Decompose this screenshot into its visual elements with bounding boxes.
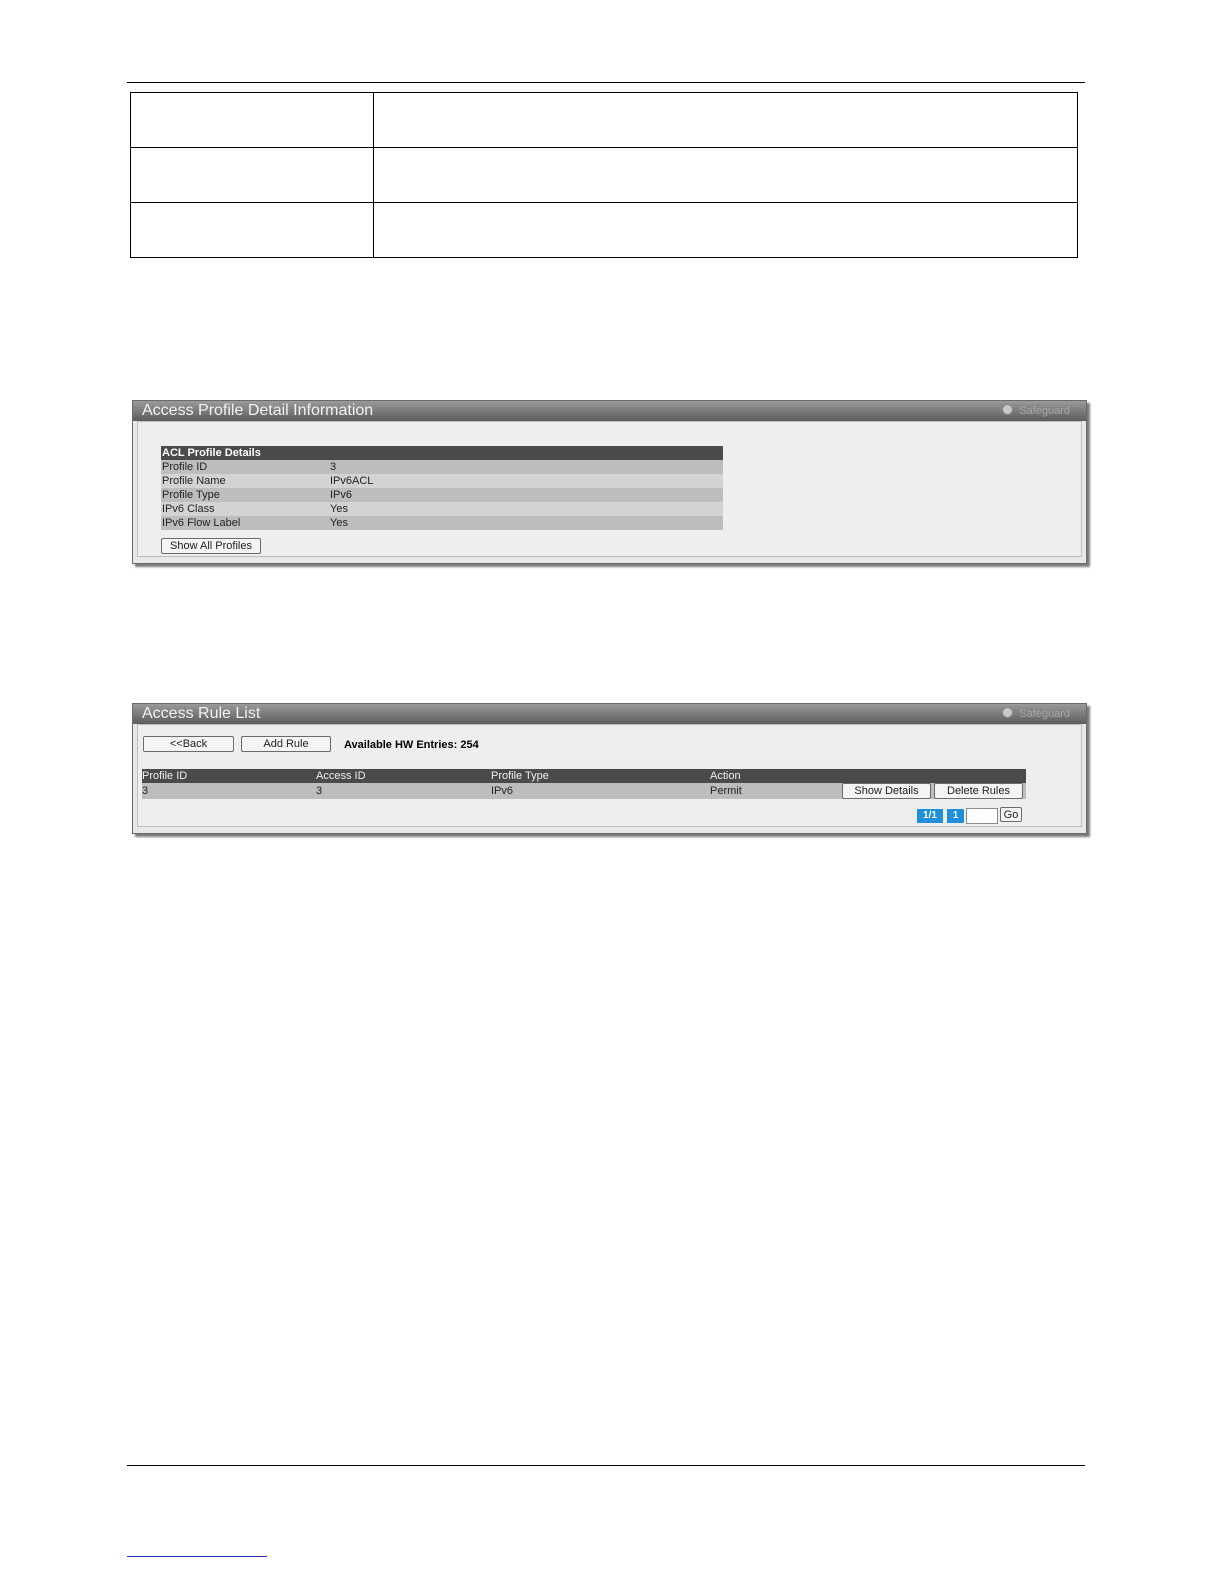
- table-row: [161, 488, 723, 502]
- ipv6-flow-label-label: IPv6 Flow Label: [161, 516, 329, 530]
- profile-name-label: Profile Name: [161, 474, 329, 488]
- panel-body: [137, 421, 1082, 557]
- page-number-input[interactable]: [966, 808, 998, 824]
- ipv6-class-value: Yes: [329, 502, 723, 516]
- acl-table-header: ACL Profile Details: [161, 446, 723, 460]
- footer-link-underline: [127, 1556, 267, 1557]
- show-all-profiles-button[interactable]: Show All Profiles: [161, 538, 261, 554]
- footer-rule: [127, 1465, 1085, 1466]
- ipv6-flow-label-value: Yes: [329, 516, 723, 530]
- table-row: [161, 474, 723, 488]
- page-indicator: 1/1: [917, 809, 943, 823]
- ipv6-class-label: IPv6 Class: [161, 502, 329, 516]
- panel-header: [133, 401, 1086, 421]
- table-cell: [131, 93, 374, 148]
- acl-profile-details-table: [161, 446, 723, 530]
- panel-title: Access Profile Detail Information: [142, 402, 374, 419]
- table-row: [131, 93, 1078, 148]
- back-button[interactable]: <<Back: [143, 736, 234, 752]
- table-row: [161, 516, 723, 530]
- profile-type-cell: IPv6: [491, 783, 710, 799]
- access-profile-detail-panel: [132, 400, 1087, 564]
- panel-title: Access Rule List: [142, 705, 261, 722]
- table-cell: [374, 148, 1078, 203]
- column-header: Profile ID: [142, 769, 316, 783]
- go-button[interactable]: Go: [1000, 807, 1022, 822]
- column-header: Action: [710, 769, 842, 783]
- profile-type-label: Profile Type: [161, 488, 329, 502]
- description-table: [130, 92, 1078, 258]
- safeguard-icon: [1002, 707, 1013, 718]
- column-header: Access ID: [316, 769, 491, 783]
- access-rule-list-panel: [132, 703, 1087, 834]
- profile-id-cell: 3: [142, 783, 316, 799]
- profile-name-value: IPv6ACL: [329, 474, 723, 488]
- safeguard-indicator: [1002, 707, 1070, 721]
- table-row: [161, 460, 723, 474]
- page-link[interactable]: 1: [947, 809, 964, 823]
- table-header-row: [142, 769, 1026, 783]
- table-row: [131, 203, 1078, 258]
- access-id-cell: 3: [316, 783, 491, 799]
- header-rule: [127, 82, 1085, 83]
- access-rule-table: [142, 769, 1026, 799]
- add-rule-button[interactable]: Add Rule: [241, 736, 331, 752]
- table-row: [161, 502, 723, 516]
- table-row: [142, 783, 1026, 799]
- table-cell: [374, 93, 1078, 148]
- panel-body: [137, 724, 1082, 827]
- action-cell: Permit: [710, 783, 842, 799]
- available-hw-entries: Available HW Entries: 254: [344, 739, 479, 751]
- profile-id-value: 3: [329, 460, 723, 474]
- table-row: [131, 148, 1078, 203]
- table-cell: [131, 203, 374, 258]
- safeguard-indicator: [1002, 404, 1070, 418]
- show-details-button[interactable]: Show Details: [842, 783, 931, 799]
- row-actions-cell: [842, 783, 1026, 799]
- delete-rules-button[interactable]: Delete Rules: [934, 783, 1023, 799]
- column-header: Profile Type: [491, 769, 710, 783]
- profile-id-label: Profile ID: [161, 460, 329, 474]
- table-cell: [374, 203, 1078, 258]
- profile-type-value: IPv6: [329, 488, 723, 502]
- safeguard-label: Safeguard: [1019, 405, 1070, 417]
- column-header-actions: [842, 769, 1026, 783]
- safeguard-label: Safeguard: [1019, 708, 1070, 720]
- panel-header: [133, 704, 1086, 724]
- safeguard-icon: [1002, 404, 1013, 415]
- table-cell: [131, 148, 374, 203]
